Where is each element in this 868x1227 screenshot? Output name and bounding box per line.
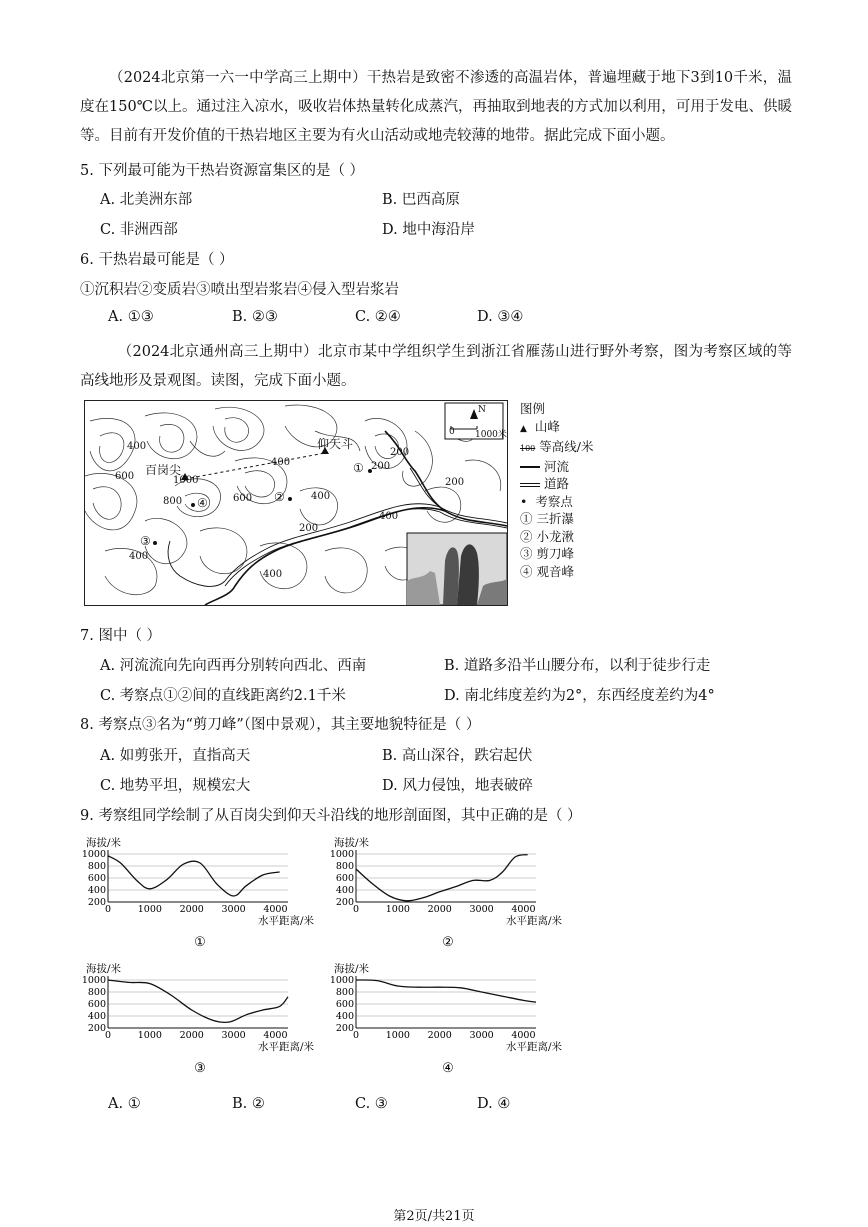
- q6-option-d[interactable]: D. ③④: [477, 309, 524, 325]
- profile-ytick-label: 1000: [329, 849, 354, 860]
- q7-option-c[interactable]: C. 考察点①②间的直线距离约2.1千米: [100, 688, 346, 704]
- profile-xtick-label: 1000: [137, 1030, 162, 1041]
- q8-option-d[interactable]: D. 风力侵蚀，地表破碎: [382, 778, 533, 794]
- profile-xtick-label: 0: [104, 1030, 112, 1041]
- profile-xtick-label: 3000: [469, 1030, 494, 1041]
- q5-option-d[interactable]: D. 地中海沿岸: [382, 222, 475, 238]
- profile-xtick-label: 3000: [221, 1030, 246, 1041]
- map-point-1: ①: [353, 461, 364, 475]
- profile-xlabel: 水平距离/米: [506, 915, 563, 927]
- legend-point: • 考察点: [520, 493, 573, 509]
- map-contour-200b: 200: [445, 477, 465, 488]
- profile-xtick-label: 4000: [511, 1030, 536, 1041]
- q6-rock-list: ①沉积岩②变质岩③喷出型岩浆岩④侵入型岩浆岩: [80, 282, 399, 298]
- legend-item-1: ① 三折瀑: [520, 511, 574, 526]
- profile-ytick-label: 1000: [329, 975, 354, 986]
- intro-paragraph-1: （2024北京第一六一中学高三上期中）干热岩是致密不渗透的高温岩体，普遍埋藏于地下3到10千米，温度在150℃以上。通过注入凉水，吸收岩体热量转化成蒸汽，再抽取到地表的方式加以利用，可用于发电、供暖等。目前有开发价值的干热岩地区主要为有火山活动或地壳较薄的地带。据此完成下面小题。: [80, 70, 792, 144]
- q6-option-b[interactable]: B. ②③: [232, 309, 278, 325]
- map-contour-400a: 400: [127, 441, 147, 452]
- q8-option-a[interactable]: A. 如剪张开，直指高天: [100, 748, 251, 764]
- profile-ytick-label: 200: [87, 1023, 106, 1034]
- q8-option-c[interactable]: C. 地势平坦，规模宏大: [100, 778, 251, 794]
- profile-chart-1: [80, 832, 330, 950]
- profile-xtick-label: 1000: [137, 904, 162, 915]
- profile-ytick-label: 800: [335, 987, 354, 998]
- q7-option-a[interactable]: A. 河流流向先向西再分别转向西北、西南: [100, 658, 367, 674]
- map-contour-200c: 200: [299, 523, 319, 534]
- compass-n-label: N: [478, 405, 486, 415]
- map-contour-400f: 400: [379, 511, 399, 522]
- profile-chart-3: [80, 958, 330, 1076]
- legend-item-2: ② 小龙湫: [520, 528, 574, 544]
- profile-chart-4: [328, 958, 578, 1076]
- q9-option-b[interactable]: B. ②: [232, 1096, 265, 1112]
- profile-ylabel: 海拔/米: [334, 837, 370, 849]
- profile-xtick-label: 1000: [385, 1030, 410, 1041]
- map-contour-400b: 400: [271, 457, 291, 468]
- profile-ytick-label: 200: [335, 897, 354, 908]
- map-contour-400e: 400: [263, 569, 283, 580]
- profile-xlabel: 水平距离/米: [258, 915, 315, 927]
- profile-ytick-label: 800: [87, 861, 106, 872]
- map-contour-400d: 400: [129, 551, 149, 562]
- map-contour-800: 800: [163, 496, 183, 507]
- q9-option-a[interactable]: A. ①: [108, 1096, 141, 1112]
- profile-ylabel: 海拔/米: [86, 963, 122, 975]
- contour-map-drawing: [85, 401, 507, 605]
- legend-contour: 100 等高线/米: [520, 439, 594, 454]
- q5-option-a[interactable]: A. 北美洲东部: [100, 192, 193, 208]
- profile-ytick-label: 600: [335, 999, 354, 1010]
- profile-ytick-label: 400: [335, 1011, 354, 1022]
- map-contour-200a: 200: [390, 447, 410, 458]
- map-legend: [520, 400, 620, 580]
- legend-title: 图例: [520, 401, 546, 416]
- profile-xtick-label: 4000: [263, 1030, 288, 1041]
- profile-ylabel: 海拔/米: [86, 837, 122, 849]
- question-8-stem: 8. 考察点③名为“剪刀峰”（图中景观），其主要地貌特征是（ ）: [80, 717, 481, 733]
- profile-xtick-label: 1000: [385, 904, 410, 915]
- scale-zero-label: 0: [449, 427, 455, 437]
- profile-xtick-label: 2000: [179, 904, 204, 915]
- page-footer: 第2页/共21页: [393, 1209, 475, 1224]
- profile-xtick-label: 2000: [427, 1030, 452, 1041]
- profile-ylabel: 海拔/米: [334, 963, 370, 975]
- profile-ytick-label: 800: [335, 861, 354, 872]
- q8-option-b[interactable]: B. 高山深谷，跌宕起伏: [382, 748, 533, 764]
- q6-option-c[interactable]: C. ②④: [355, 309, 401, 325]
- profile-number-label: ③: [194, 1061, 206, 1076]
- profile-number-label: ④: [442, 1061, 454, 1076]
- profile-ytick-label: 600: [87, 873, 106, 884]
- legend-item-3: ③ 剪刀峰: [520, 546, 574, 561]
- profile-ytick-label: 400: [87, 1011, 106, 1022]
- profile-ytick-label: 600: [87, 999, 106, 1010]
- question-5-stem: 5. 下列最可能为干热岩资源富集区的是（ ）: [80, 163, 365, 179]
- map-contour-200d: 200: [371, 461, 391, 472]
- q7-option-d[interactable]: D. 南北纬度差约为2°，东西经度差约为4°: [444, 688, 715, 704]
- question-7-stem: 7. 图中（ ）: [80, 628, 162, 644]
- contour-map: [84, 400, 508, 606]
- profile-xtick-label: 3000: [469, 904, 494, 915]
- map-contour-400c: 400: [311, 491, 331, 502]
- profile-ytick-label: 1000: [81, 975, 106, 986]
- map-contour-600b: 600: [233, 493, 253, 504]
- profile-ytick-label: 600: [335, 873, 354, 884]
- q9-option-c[interactable]: C. ③: [355, 1096, 388, 1112]
- intro-paragraph-2: （2024北京通州高三上期中）北京市某中学组织学生到浙江省雁荡山进行野外考察，图为考察区域的等高线地形及景观图。读图，完成下面小题。: [80, 344, 792, 389]
- profile-xtick-label: 2000: [427, 904, 452, 915]
- profile-xtick-label: 2000: [179, 1030, 204, 1041]
- profile-ytick-label: 400: [335, 885, 354, 896]
- profile-ytick-label: 200: [87, 897, 106, 908]
- map-label-yangtiandou: 仰天斗: [317, 437, 354, 451]
- profile-xlabel: 水平距离/米: [506, 1041, 563, 1053]
- map-contour-600a: 600: [115, 471, 135, 482]
- map-point-3: ③: [140, 534, 151, 548]
- profile-number-label: ②: [442, 935, 454, 950]
- profile-ytick-label: 1000: [81, 849, 106, 860]
- map-label-baigangjian: 百岗尖: [145, 463, 182, 477]
- legend-item-4: ④ 观音峰: [520, 563, 574, 579]
- q5-option-c[interactable]: C. 非洲西部: [100, 222, 178, 238]
- profile-xtick-label: 0: [104, 904, 112, 915]
- profile-xtick-label: 3000: [221, 904, 246, 915]
- q6-option-a[interactable]: A. ①③: [108, 309, 154, 325]
- map-point-4: ④: [197, 496, 208, 510]
- profile-ytick-label: 400: [87, 885, 106, 896]
- profile-xtick-label: 4000: [263, 904, 288, 915]
- legend-road: 道路: [520, 475, 620, 493]
- map-contour-1000: 1000: [173, 475, 199, 486]
- q7-option-b[interactable]: B. 道路多沿半山腰分布，以利于徒步行走: [444, 658, 711, 674]
- question-6-stem: 6. 干热岩最可能是（ ）: [80, 252, 234, 268]
- profile-number-label: ①: [194, 935, 206, 950]
- profile-ytick-label: 200: [335, 1023, 354, 1034]
- legend-peak: ▲ 山峰: [520, 418, 560, 434]
- profile-line: [356, 980, 536, 1002]
- scale-label: 1000米: [475, 430, 507, 440]
- question-9-stem: 9. 考察组同学绘制了从百岗尖到仰天斗沿线的地形剖面图，其中正确的是（ ）: [80, 808, 582, 824]
- profile-xtick-label: 4000: [511, 904, 536, 915]
- profile-xlabel: 水平距离/米: [258, 1041, 315, 1053]
- profile-xtick-label: 0: [352, 1030, 360, 1041]
- map-point-2: ②: [274, 490, 285, 504]
- q9-option-d[interactable]: D. ④: [477, 1096, 511, 1112]
- profile-ytick-label: 800: [87, 987, 106, 998]
- profile-xtick-label: 0: [352, 904, 360, 915]
- profile-chart-2: [328, 832, 578, 950]
- q5-option-b[interactable]: B. 巴西高原: [382, 192, 460, 208]
- legend-river: 河流: [520, 458, 620, 476]
